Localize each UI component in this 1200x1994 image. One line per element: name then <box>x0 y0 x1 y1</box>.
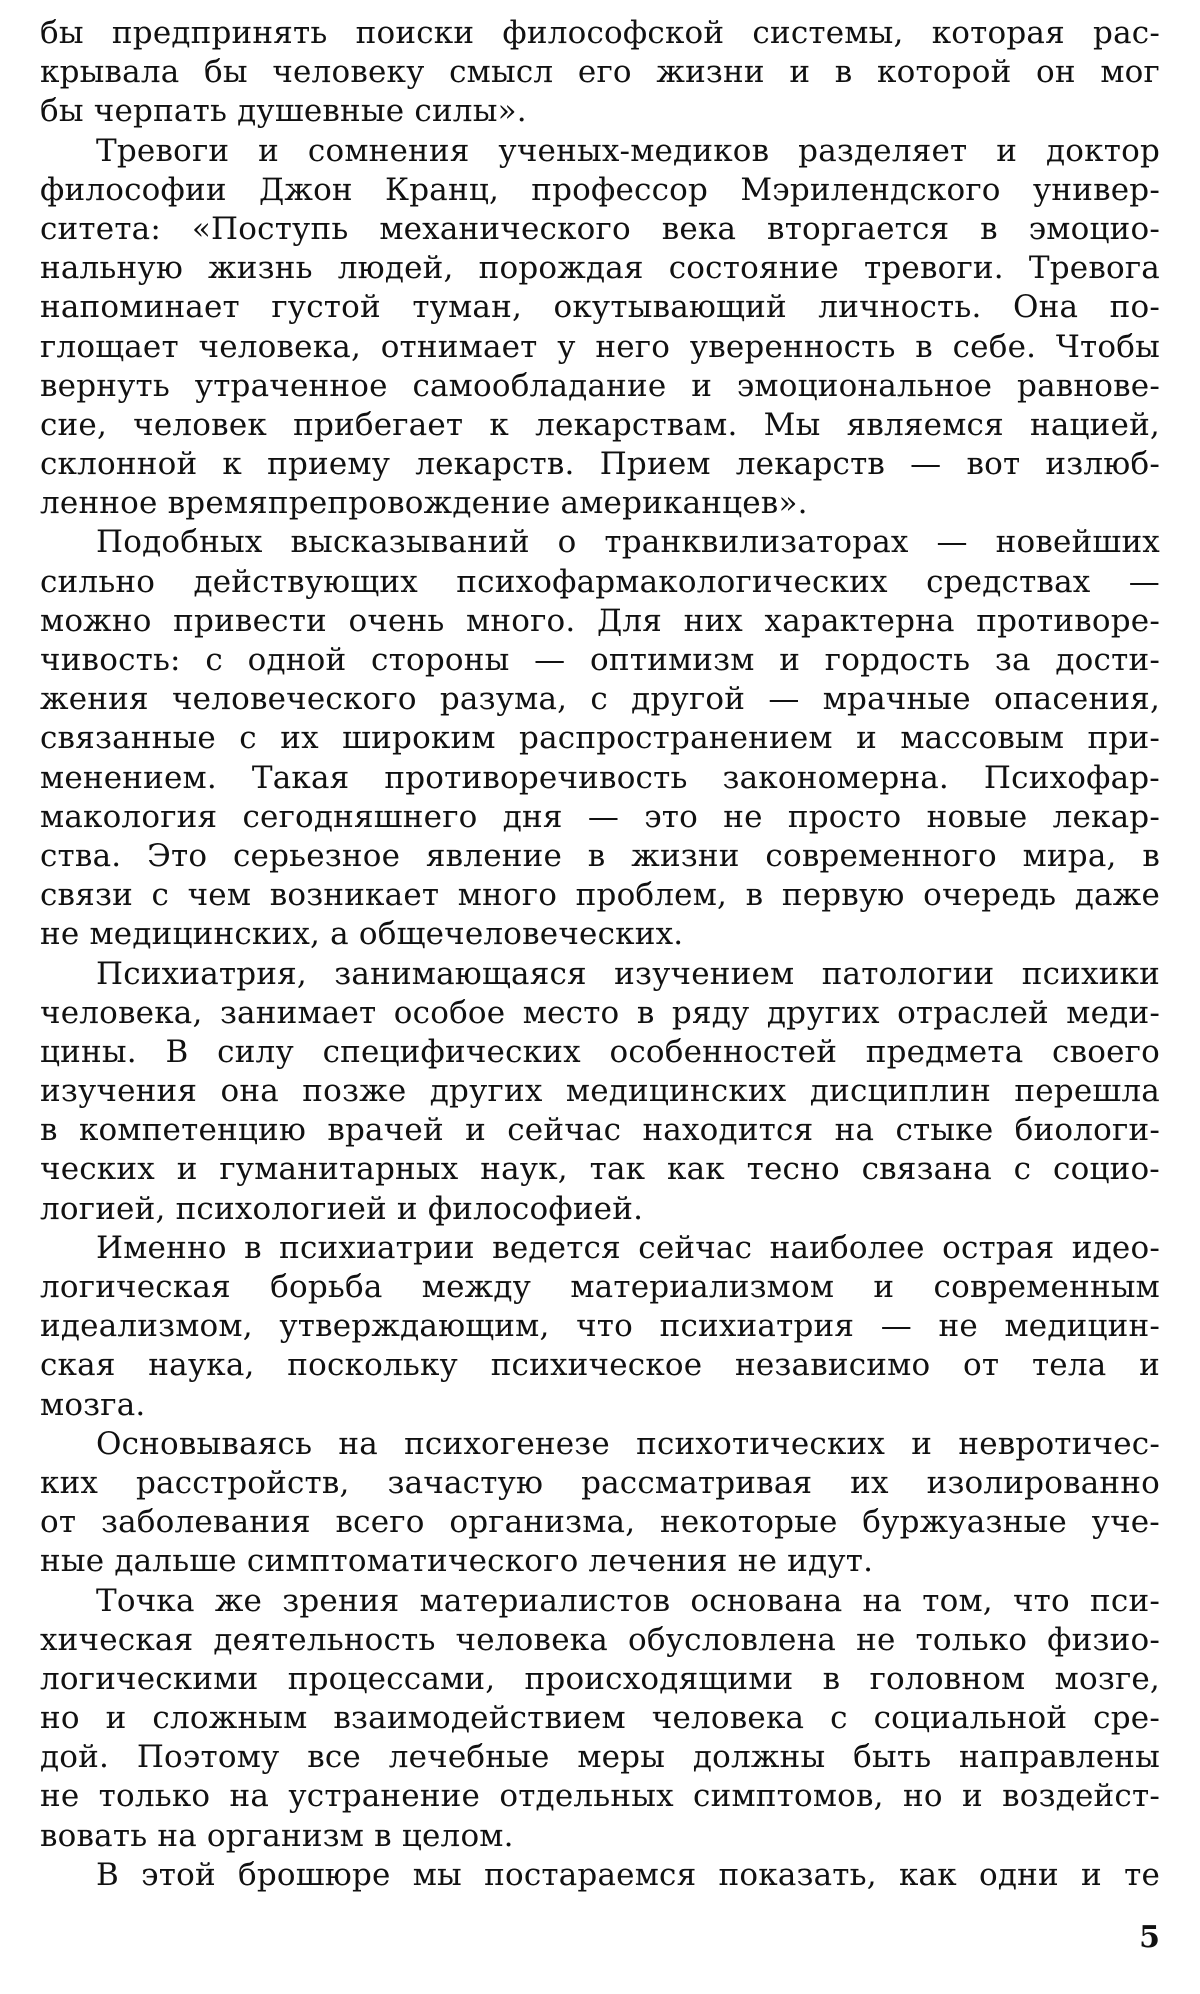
text-line: чивость: с одной стороны — оптимизм и гордость за дости- <box>40 642 1160 678</box>
text-line: менением. Такая противоречивость закономерна. Психофар- <box>40 759 1160 796</box>
text-line: склонной к приему лекарств. Прием лекарств — вот излюб- <box>40 446 1160 483</box>
text-line: ская наука, поскольку психическое независимо от тела и <box>40 1347 1160 1384</box>
text-line: мозга. <box>40 1386 146 1423</box>
text-line: ства. Это серьезное явление в жизни современного мира, в <box>40 837 1160 874</box>
text-line: но и сложным взаимодействием человека с социальной сре- <box>40 1700 1160 1737</box>
text-line: идеализмом, утверждающим, что психиатрия — не медицин- <box>40 1308 1160 1345</box>
text-line: напоминает густой туман, окутывающий личность. Она по- <box>40 289 1160 326</box>
text-line: Точка же зрения материалистов основана на том, что пси- <box>96 1582 1160 1619</box>
text-line: Подобных высказываний о транквилизаторах — новейших <box>96 524 1160 561</box>
text-line: Основываясь на психогенезе психотических и невротичес- <box>96 1425 1160 1462</box>
page-number: 5 <box>1139 1920 1160 1955</box>
text-line: Тревоги и сомнения ученых-медиков разделяет и доктор <box>96 132 1160 169</box>
text-line: Психиатрия, занимающаяся изучением патологии психики <box>96 955 1160 992</box>
text-line: хическая деятельность человека обусловлена не только физио- <box>40 1621 1160 1658</box>
text-line: философии Джон Кранц, профессор Мэрилендского универ- <box>40 171 1160 208</box>
text-line: ких расстройств, зачастую рассматривая их изолированно <box>40 1464 1160 1501</box>
text-line: глощает человека, отнимает у него уверенность в себе. Чтобы <box>40 328 1160 365</box>
text-line: связи с чем возникает много проблем, в первую очередь даже <box>40 877 1160 914</box>
text-line: от заболевания всего организма, некоторые буржуазные уче- <box>40 1504 1160 1541</box>
text-line: нальную жизнь людей, порождая состояние тревоги. Тревога <box>40 250 1160 287</box>
text-line: цины. В силу специфических особенностей предмета своего <box>40 1033 1160 1070</box>
text-line: в компетенцию врачей и сейчас находится на стыке биологи- <box>40 1112 1160 1149</box>
text-line: бы предпринять поиски философской системы, которая рас- <box>40 15 1160 51</box>
text-line: вернуть утраченное самообладание и эмоциональное равнове- <box>40 367 1160 404</box>
text-line: связанные с их широким распространением и массовым при- <box>40 720 1160 757</box>
text-line: человека, занимает особое место в ряду других отраслей меди- <box>40 994 1160 1031</box>
text-line: не медицинских, а общечеловеческих. <box>40 916 684 953</box>
text-line: логическими процессами, происходящими в головном мозге, <box>40 1660 1160 1697</box>
text-line: ленное времяпрепровождение американцев». <box>40 485 808 522</box>
text-line: ные дальше симптоматического лечения не идут. <box>40 1543 874 1580</box>
text-line: логическая борьба между материализмом и современным <box>40 1269 1160 1305</box>
text-line: сие, человек прибегает к лекарствам. Мы являемся нацией, <box>40 406 1160 443</box>
text-line: дой. Поэтому все лечебные меры должны быть направлены <box>40 1739 1160 1776</box>
text-line: жения человеческого разума, с другой — мрачные опасения, <box>40 681 1160 718</box>
text-line: бы черпать душевные силы». <box>40 93 527 130</box>
text-line: Именно в психиатрии ведется сейчас наиболее острая идео- <box>96 1229 1160 1266</box>
text-line: В этой брошюре мы постараемся показать, как одни и те <box>96 1856 1160 1893</box>
text-line: сильно действующих психофармакологических средствах — <box>40 563 1160 600</box>
text-line: не только на устранение отдельных симптомов, но и воздейст- <box>40 1778 1160 1815</box>
text-line: макология сегодняшнего дня — это не просто новые лекар- <box>40 798 1160 835</box>
text-line: вовать на организм в целом. <box>40 1817 514 1854</box>
text-line: изучения она позже других медицинских дисциплин перешла <box>40 1073 1160 1110</box>
text-line: логией, психологией и философией. <box>40 1190 644 1227</box>
text-line: ситета: «Поступь механического века вторгается в эмоцио- <box>40 210 1160 247</box>
text-line: крывала бы человеку смысл его жизни и в которой он мог <box>40 54 1160 91</box>
text-line: можно привести очень много. Для них характерна противоре- <box>40 602 1160 639</box>
body-text <box>40 14 1160 1895</box>
text-line: ческих и гуманитарных наук, так как тесно связана с социо- <box>40 1151 1160 1188</box>
